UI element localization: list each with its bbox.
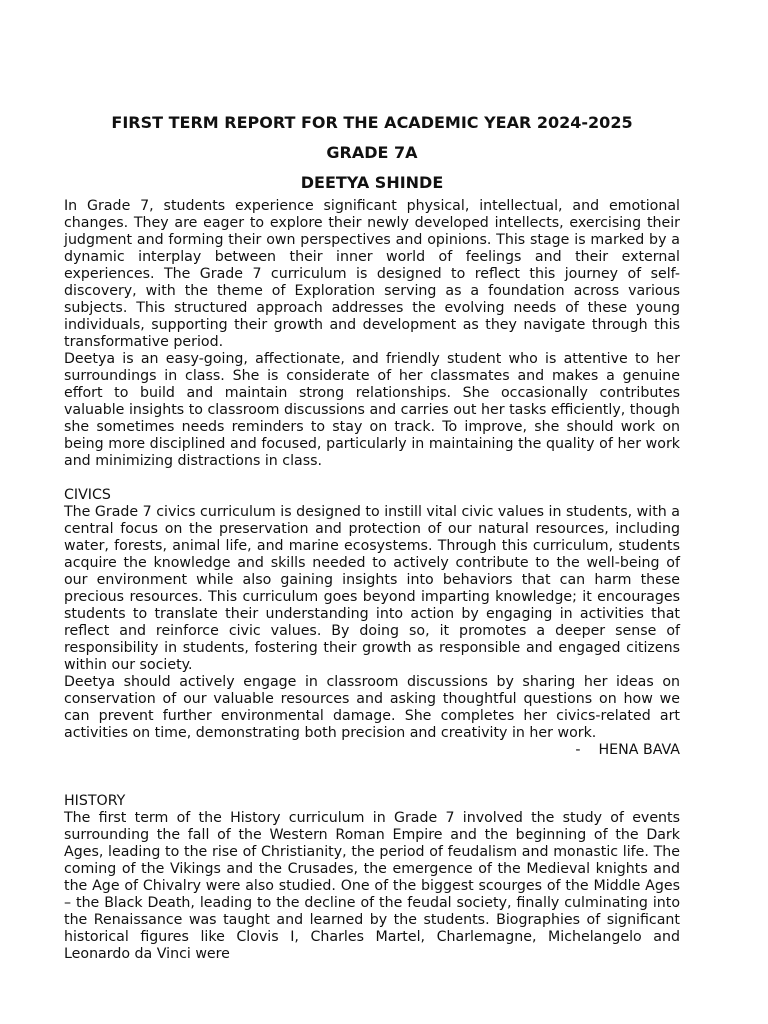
history-label: HISTORY [64,793,126,809]
report-title: FIRST TERM REPORT FOR THE ACADEMIC YEAR 2024-2025 [111,113,633,132]
student-name: DEETYA SHINDE [300,173,444,192]
civics-curriculum-paragraph: The Grade 7 civics curriculum is designed to instill vital civic values in students, with a central focus on the preservation and protection of our natural resources, including water, forests, animal life, and marine ecosystems. Through this curriculum, students acquire the knowledge and skills needed to actively contribute to the well-being of our environment while also gaining insights into behaviors that can harm these precious resources. This curriculum goes beyond imparting knowledge; it encourages students to translate their understanding into action by engaging in activities that reflect and reinforce civic values. By doing so, it promotes a deeper sense of responsibility in students, fostering their growth as responsible and engaged citizens within our society. [64,504,680,673]
civics-signature [64,742,680,759]
spacer [64,759,680,776]
student-intro-paragraph: Deetya is an easy-going, affectionate, and friendly student who is attentive to her surroundings in class. She is considerate of her classmates and makes a genuine effort to build and maintain strong relationships. She occasionally contributes valuable insights to classroom discussions and carries out her tasks efficiently, though she sometimes needs reminders to stay on track. To improve, she should work on being more disciplined and focused, particularly in maintaining the quality of her work and minimizing distractions in class. [64,351,680,469]
intro-paragraph: In Grade 7, students experience significant physical, intellectual, and emotional changes. They are eager to explore their newly developed intellects, exercising their judgment and forming their own perspectives and opinions. This stage is marked by a dynamic interplay between their inner world of feelings and their external experiences. The Grade 7 curriculum is designed to reflect this journey of self-discovery, with the theme of Exploration serving as a foundation across various subjects. This structured approach addresses the evolving needs of these young individuals, supporting their growth and development as they navigate through this transformative period. [64,198,680,350]
civics-student-paragraph: Deetya should actively engage in classroom discussions by sharing her ideas on conservation of our valuable resources and asking thoughtful questions on how we can prevent further environmental damage. She completes her civics-related art activities on time, demonstrating both precision and creativity in her work. [64,674,680,741]
teacher-name: HENA BAVA [598,742,680,758]
grade-heading: GRADE 7A [326,143,418,162]
history-curriculum-paragraph: The first term of the History curriculum in Grade 7 involved the study of events surrounding the fall of the Western Roman Empire and the beginning of the Dark Ages, leading to the rise of Christianity, the period of feudalism and monastic life. The coming of the Vikings and the Crusades, the emergence of the Medieval knights and the Age of Chivalry were also studied. One of the biggest scourges of the Middle Ages – the Black Death, leading to the decline of the feudal society, finally culminating into the Renaissance was taught and learned by the students. Biographies of significant historical figures like Clovis I, Charles Martel, Charlemagne, Michelangelo and Leonardo da Vinci were [64,810,680,962]
spacer [64,470,680,487]
report-page [64,108,680,963]
signature-dash: - [575,742,581,758]
civics-label: CIVICS [64,487,111,503]
spacer [64,776,680,793]
